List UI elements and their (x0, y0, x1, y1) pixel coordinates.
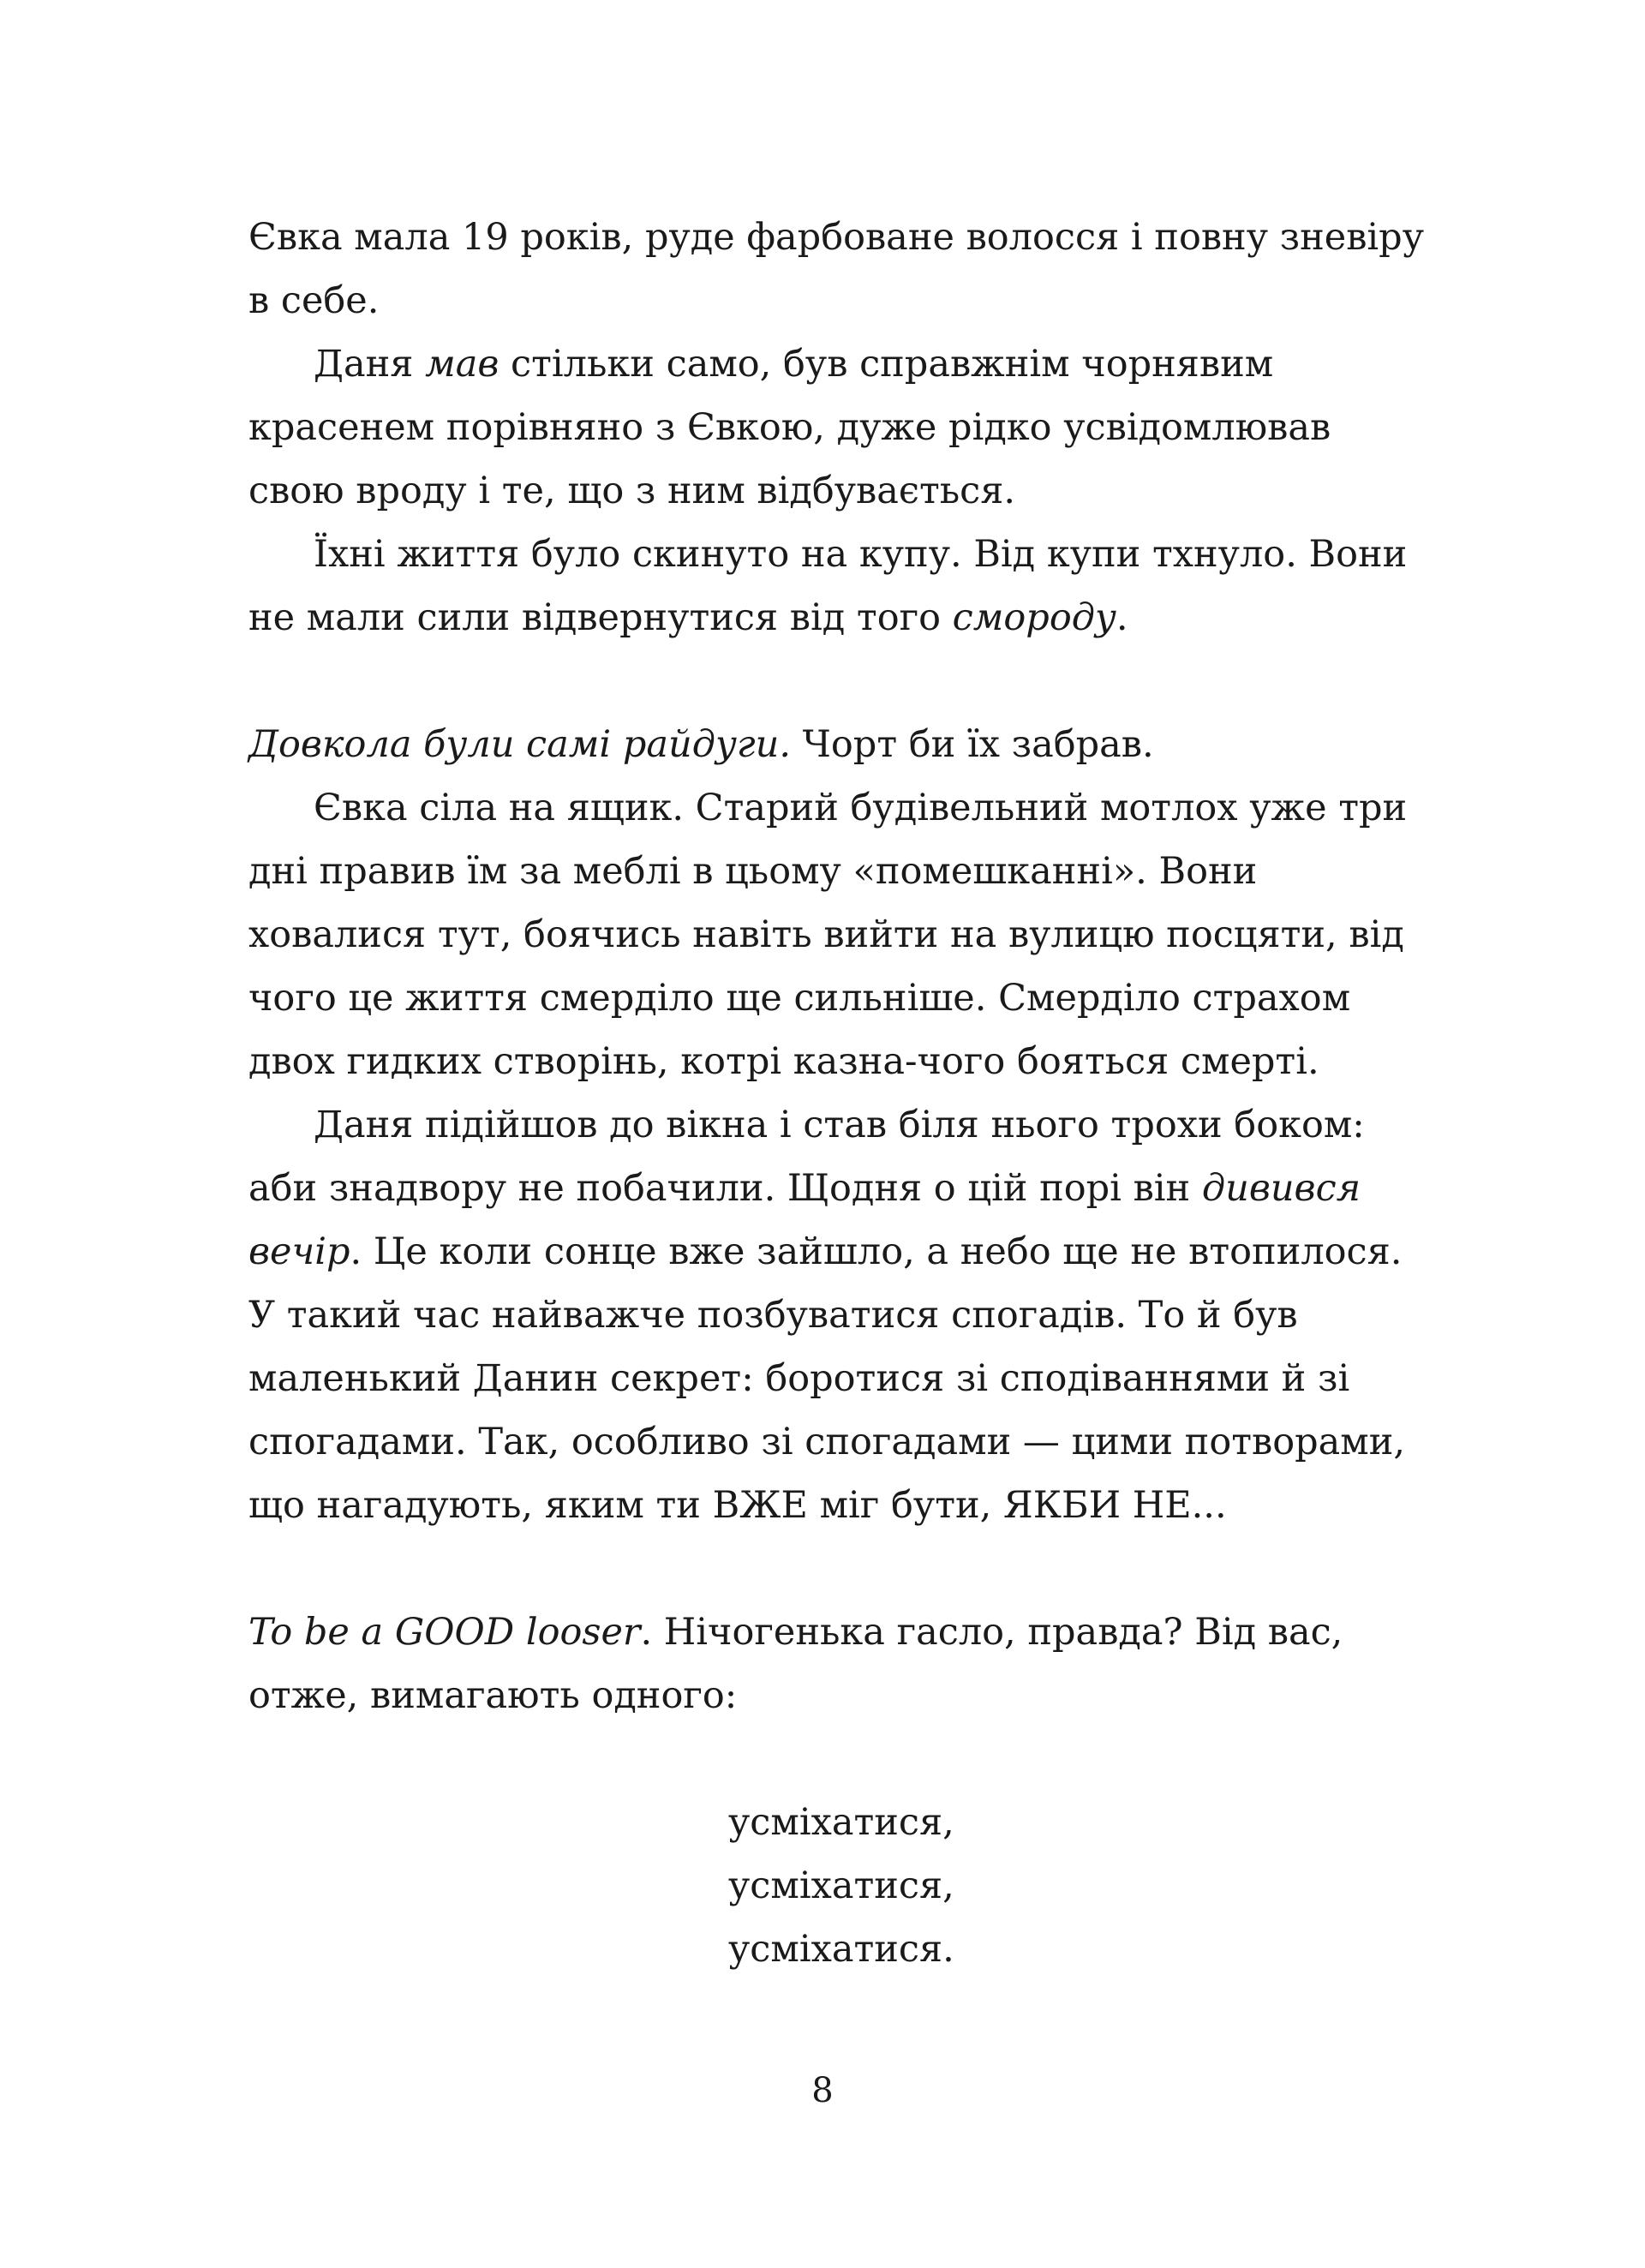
paragraph-6-text-b: . Це коли сонце вже зайшло, а небо ще не втопилося. У такий час найважче позбуватися спогадів. То й був маленький Данин секрет: боротися зі сподіваннями й зі спогадами. Так, особливо зі спогадами — цими потворами, що нагадують, яким ти ВЖЕ міг бути, ЯКБИ НЕ... (248, 1230, 1406, 1527)
paragraph-4-text: Чорт би їх забрав. (791, 723, 1154, 766)
paragraph-2-text-b: стільки само, був справжнім чорнявим красенем порівняно з Євкою, дуже рідко усвідомлював свою вроду і те, що з ним відбувається. (248, 343, 1331, 512)
paragraph-7 (248, 1601, 1431, 1727)
paragraph-4-italic: Довкола були самі райдуги. (248, 723, 791, 766)
paragraph-5-text: Євка сіла на ящик. Старий будівельний мотлох уже три дні правив їм за меблі в цьому «помешканні». Вони ховалися тут, боячись навіть вийти на вулицю посцяти, від чого це життя смерділо ще сильніше. Смерділо страхом двох гидких створінь, котрі казна-чого бояться смерті. (248, 787, 1408, 1083)
paragraph-2-italic: мав (425, 343, 499, 386)
paragraph-3-italic: смороду (952, 596, 1116, 639)
paragraph-6-text-a: Даня підійшов до вікна і став біля нього трохи боком: аби знадвору не побачили. Щодня о цій порі він (248, 1104, 1365, 1210)
paragraph-1-text: Євка мала 19 років, руде фарбоване волосся і повну зневіру в себе. (248, 216, 1425, 322)
paragraph-3-text-b: . (1116, 596, 1128, 639)
paragraph-7-italic: To be a GOOD looser (248, 1611, 641, 1654)
paragraph-3 (248, 523, 1431, 649)
page-number: 8 (811, 2071, 834, 2110)
paragraph-1 (248, 206, 1431, 332)
paragraph-3-text-a: Їхні життя було скинуто на купу. Від купи тхнуло. Вони не мали сили відвернутися від того (248, 533, 1408, 639)
paragraph-2-text-a: Даня (314, 343, 426, 386)
page-body (248, 206, 1431, 1981)
paragraph-2 (248, 332, 1431, 523)
poem-line: усміхатися. (728, 1928, 954, 1971)
poem-line: усміхатися, (728, 1801, 954, 1844)
poem-line: усміхатися, (728, 1864, 954, 1907)
paragraph-4 (248, 713, 1431, 776)
paragraph-7-text: . Нічогенька гасло, правда? Від вас, отже, вимагають одного: (248, 1611, 1343, 1717)
paragraph-6-italic: дивився вечір (248, 1167, 1361, 1273)
poem-block (728, 1791, 1431, 1981)
paragraph-5 (248, 776, 1431, 1093)
paragraph-6 (248, 1093, 1431, 1537)
